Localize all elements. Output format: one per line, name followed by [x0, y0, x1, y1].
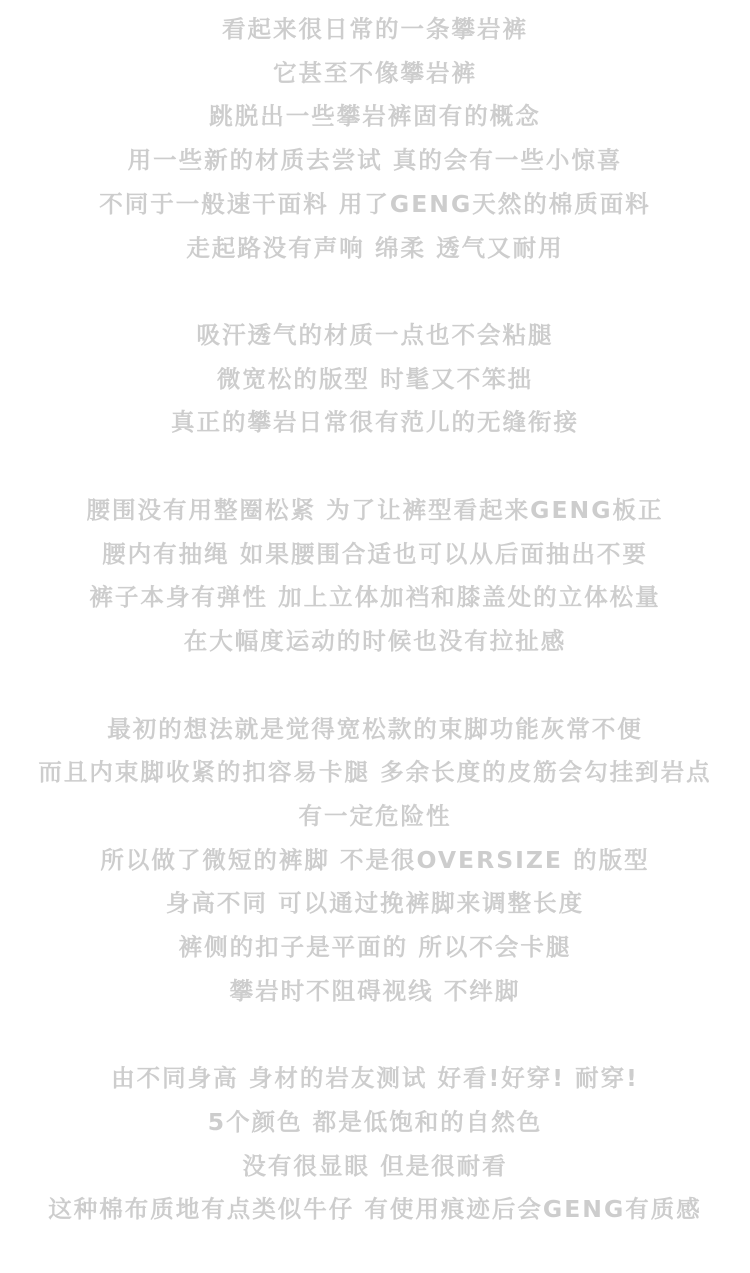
text-line: 由不同身高 身材的岩友测试 好看!好穿! 耐穿!	[111, 1064, 639, 1093]
text-line: 这种棉布质地有点类似牛仔 有使用痕迹后会GENG有质感	[48, 1195, 702, 1224]
text-line: 看起来很日常的一条攀岩裤	[222, 15, 528, 43]
text-line: 最初的想法就是觉得宽松款的束脚功能灰常不便	[107, 714, 643, 743]
text-line: 而且内束脚收紧的扣容易卡腿 多余长度的皮筋会勾挂到岩点	[38, 758, 712, 787]
text-line: 身高不同 可以通过挽裤脚来调整长度	[165, 889, 585, 918]
paragraph-waist	[0, 489, 750, 664]
text-line: 不同于一般速干面料 用了GENG天然的棉质面料	[99, 189, 651, 218]
text-line: 吸汗透气的材质一点也不会粘腿	[196, 321, 554, 350]
paragraph-material	[0, 314, 750, 445]
paragraph-intro	[0, 8, 750, 270]
text-line: 腰内有抽绳 如果腰围合适也可以从后面抽出不要	[102, 539, 648, 568]
text-line: 腰围没有用整圈松紧 为了让裤型看起来GENG板正	[86, 495, 664, 524]
text-line: 走起路没有声响 绵柔 透气又耐用	[186, 233, 564, 262]
text-line: 跳脱出一些攀岩裤固有的概念	[209, 102, 541, 131]
paragraph-colors	[0, 1057, 750, 1232]
paragraph-cuffs	[0, 708, 750, 1014]
text-line: 有一定危险性	[298, 801, 452, 830]
text-line: 在大幅度运动的时候也没有拉扯感	[183, 627, 567, 656]
text-line: 真正的攀岩日常很有范儿的无缝衔接	[171, 408, 579, 437]
text-line: 裤侧的扣子是平面的 所以不会卡腿	[178, 933, 572, 962]
text-line: 微宽松的版型 时髦又不笨拙	[216, 364, 534, 393]
text-line: 它甚至不像攀岩裤	[273, 58, 477, 87]
text-line: 5个颜色 都是低饱和的自然色	[207, 1107, 543, 1136]
text-line: 没有很显眼 但是很耐看	[242, 1151, 508, 1180]
text-line: 裤子本身有弹性 加上立体加裆和膝盖处的立体松量	[89, 583, 661, 612]
text-line: 用一些新的材质去尝试 真的会有一些小惊喜	[127, 146, 623, 175]
text-line: 攀岩时不阻碍视线 不绊脚	[229, 976, 521, 1005]
text-line: 所以做了微短的裤脚 不是很OVERSIZE 的版型	[100, 845, 650, 874]
